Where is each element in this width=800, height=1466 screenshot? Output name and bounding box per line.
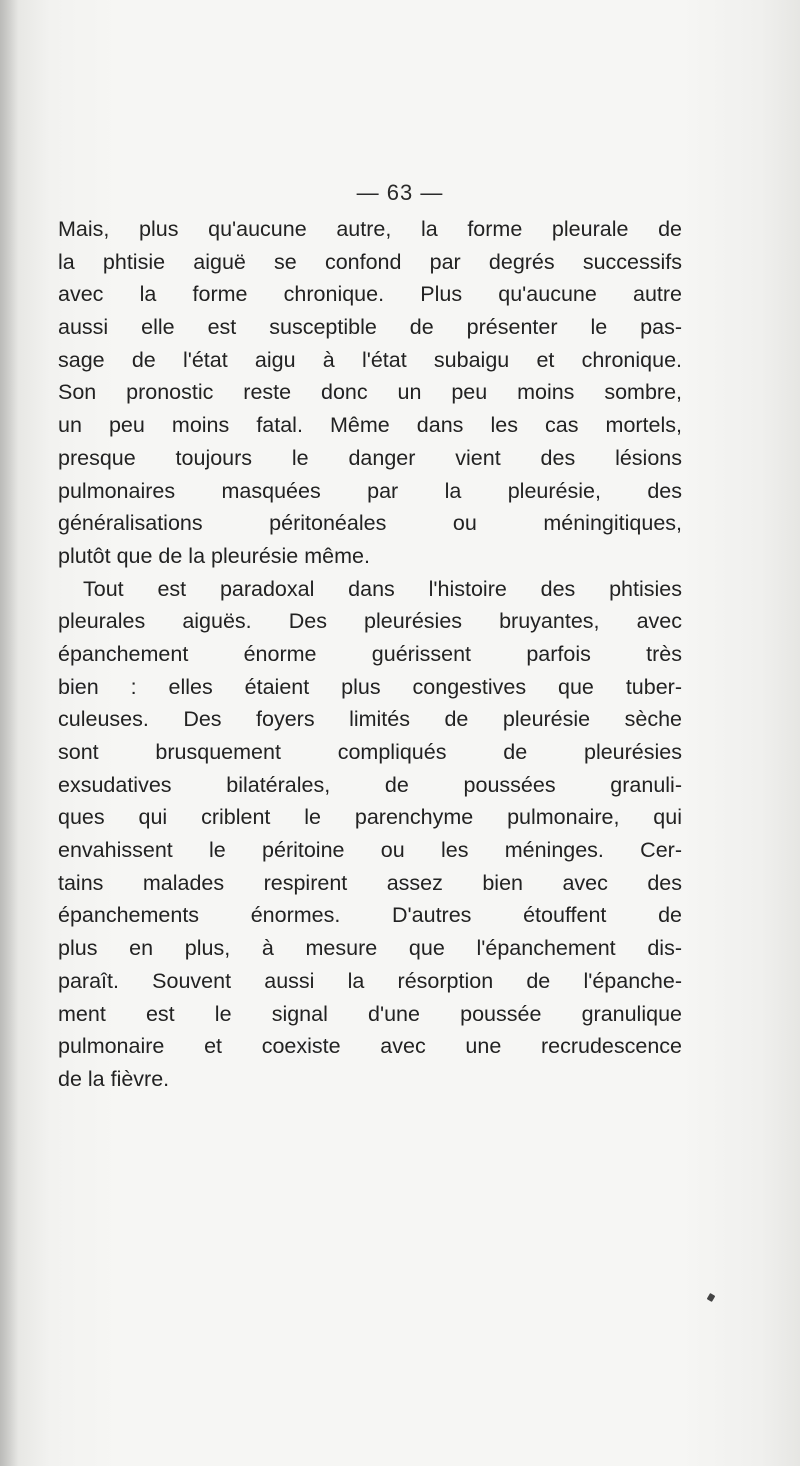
text-line: culeuses. Des foyers limités de pleurésie sèche xyxy=(58,707,682,732)
gutter-shadow xyxy=(0,0,18,1466)
text-line: plutôt que de la pleurésie même. xyxy=(58,543,370,568)
text-line: Tout est paradoxal dans l'histoire des phtisies xyxy=(83,576,682,601)
text-line: de la fièvre. xyxy=(58,1066,170,1091)
text-line: pulmonaire et coexiste avec une recrudescence xyxy=(58,1034,682,1059)
text-line: bien : elles étaient plus congestives que tuber- xyxy=(58,674,682,699)
text-line: presque toujours le danger vient des lésions xyxy=(58,445,682,470)
text-line: épanchement énorme guérissent parfois très xyxy=(58,641,682,666)
ink-mark xyxy=(707,1293,716,1302)
text-line: envahissent le péritoine ou les méninges. Cer- xyxy=(58,838,682,863)
text-line: aussi elle est susceptible de présenter le pas- xyxy=(58,315,682,340)
text-line: plus en plus, à mesure que l'épanchement dis- xyxy=(58,936,682,961)
text-line: la phtisie aiguë se confond par degrés successifs xyxy=(58,249,682,274)
text-line: généralisations péritonéales ou méningitiques, xyxy=(58,511,682,536)
text-line: un peu moins fatal. Même dans les cas mortels, xyxy=(58,413,682,438)
text-line: ment est le signal d'une poussée granulique xyxy=(58,1001,682,1026)
text-line: tains malades respirent assez bien avec des xyxy=(58,870,682,895)
text-line: paraît. Souvent aussi la résorption de l'épanche- xyxy=(58,968,682,993)
text-line: Son pronostic reste donc un peu moins sombre, xyxy=(58,380,682,405)
body-text xyxy=(58,213,682,1096)
text-line: épanchements énormes. D'autres étouffent de xyxy=(58,903,682,928)
text-line: pulmonaires masquées par la pleurésie, des xyxy=(58,478,682,503)
page-number: — 63 — xyxy=(356,180,444,205)
text-line: Mais, plus qu'aucune autre, la forme pleurale de xyxy=(58,217,682,241)
text-line: sont brusquement compliqués de pleurésies xyxy=(58,740,682,764)
text-line: avec la forme chronique. Plus qu'aucune autre xyxy=(58,282,682,307)
text-line: pleurales aiguës. Des pleurésies bruyantes, avec xyxy=(58,609,682,634)
text-line: ques qui criblent le parenchyme pulmonaire, qui xyxy=(58,805,682,830)
text-line: sage de l'état aigu à l'état subaigu et chronique. xyxy=(58,347,682,372)
text-line: exsudatives bilatérales, de poussées granuli- xyxy=(58,772,682,797)
